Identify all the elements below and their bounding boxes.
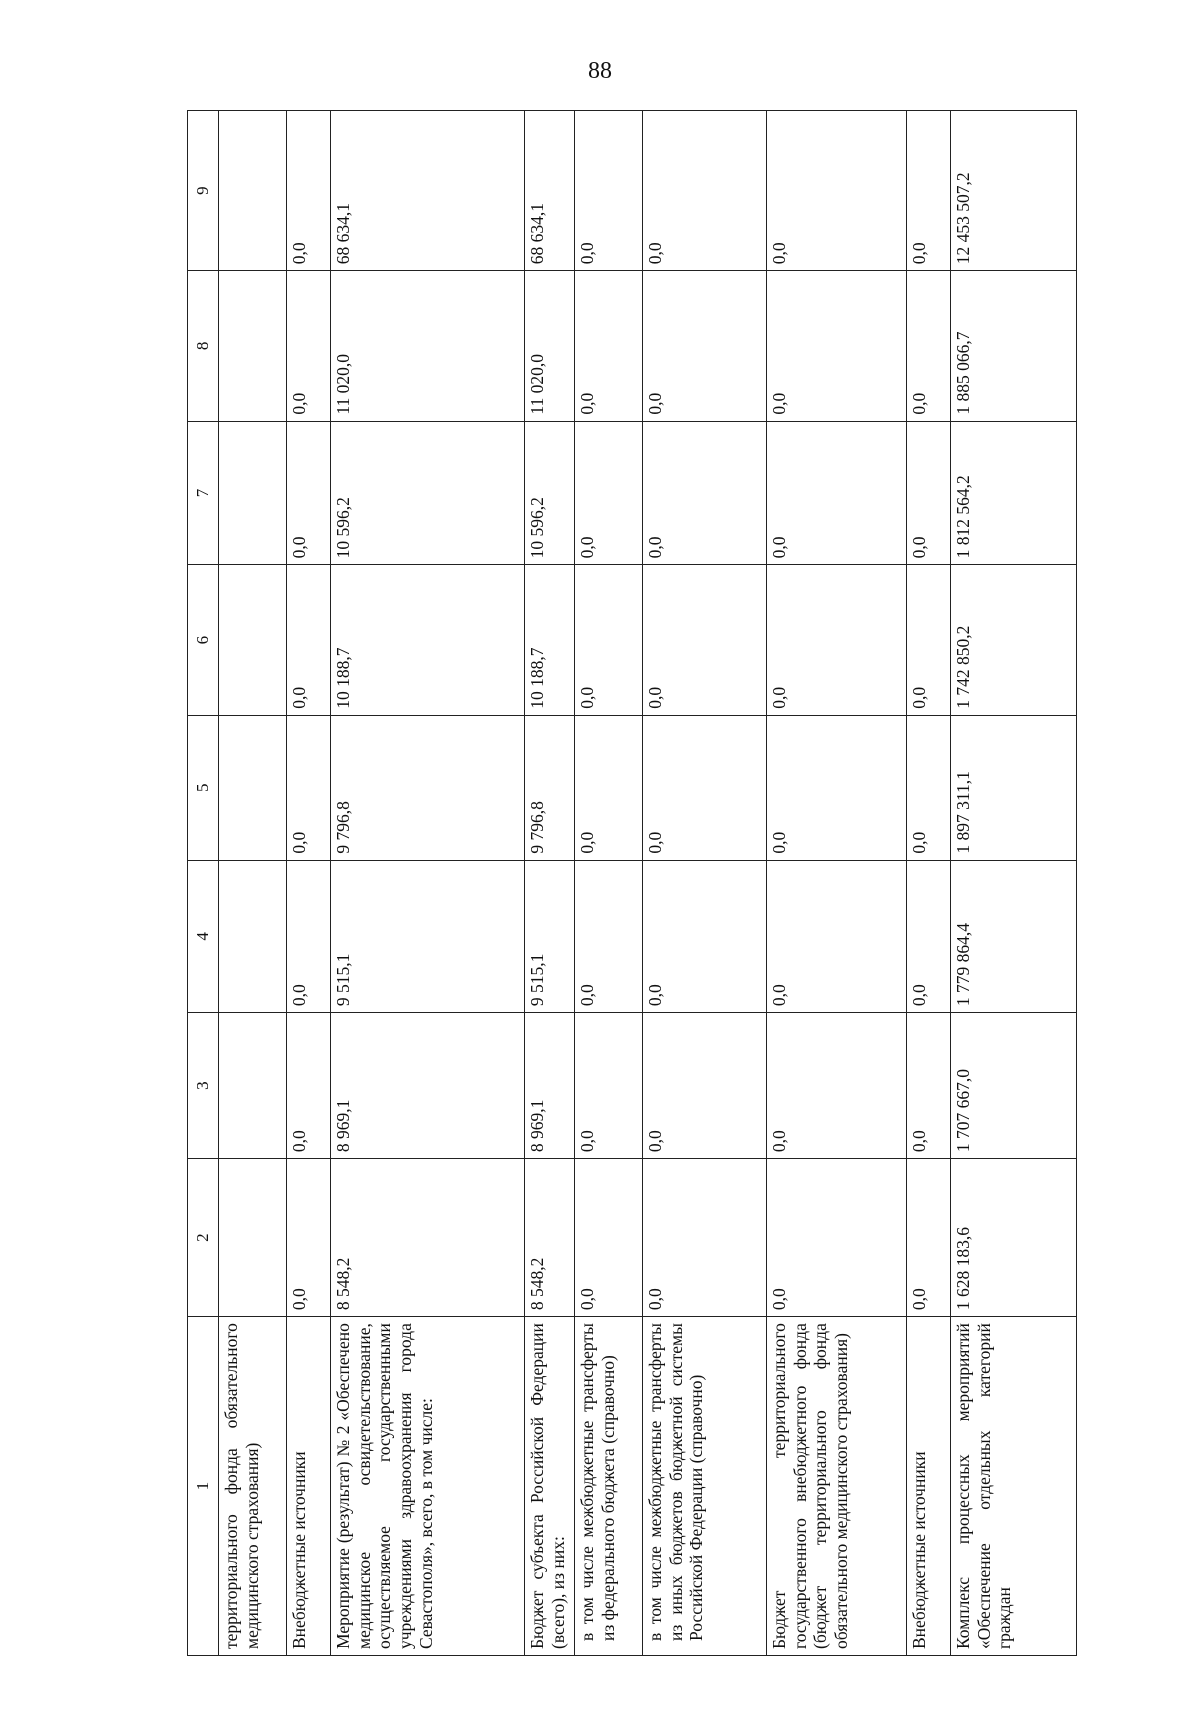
row-value: [219, 111, 287, 271]
row-value: 0,0: [767, 421, 907, 565]
row-value: 0,0: [575, 421, 643, 565]
row-value: 1 897 311,1: [951, 715, 1077, 860]
column-header: 6: [188, 565, 219, 715]
column-header: 1: [188, 1317, 219, 1656]
row-value: 0,0: [767, 565, 907, 715]
column-header: 9: [188, 111, 219, 271]
row-value: 8 548,2: [525, 1159, 575, 1317]
row-label: территориального фонда обязательного медицинского страхования): [219, 1317, 287, 1656]
row-value: 0,0: [643, 1013, 767, 1159]
table-row: [219, 111, 287, 1656]
row-value: 0,0: [767, 715, 907, 860]
row-value: 1 707 667,0: [951, 1013, 1077, 1159]
row-value: 1 779 864,4: [951, 860, 1077, 1013]
row-value: 0,0: [907, 565, 951, 715]
row-value: 0,0: [643, 715, 767, 860]
row-value: 9 796,8: [331, 715, 525, 860]
row-value: 10 188,7: [525, 565, 575, 715]
table-row: [575, 111, 643, 1656]
column-header: 7: [188, 421, 219, 565]
row-label: Бюджет территориального государственного внебюджетного фонда (бюджет территориального фонда обязательного медицинского страхования): [767, 1317, 907, 1656]
table-row: [643, 111, 767, 1656]
row-value: 0,0: [287, 715, 331, 860]
row-value: 0,0: [907, 271, 951, 421]
row-value: 9 515,1: [525, 860, 575, 1013]
row-value: 0,0: [767, 111, 907, 271]
budget-table: [187, 110, 1077, 1656]
row-value: 0,0: [643, 271, 767, 421]
row-value: 0,0: [575, 565, 643, 715]
row-value: 0,0: [575, 715, 643, 860]
column-header: 4: [188, 860, 219, 1013]
row-value: 0,0: [287, 111, 331, 271]
row-value: 11 020,0: [331, 271, 525, 421]
table-row: [767, 111, 907, 1656]
row-value: 0,0: [575, 860, 643, 1013]
row-value: 68 634,1: [525, 111, 575, 271]
row-value: [219, 1013, 287, 1159]
row-value: 0,0: [287, 271, 331, 421]
row-value: 11 020,0: [525, 271, 575, 421]
column-header: 3: [188, 1013, 219, 1159]
row-value: 0,0: [907, 715, 951, 860]
row-value: 10 596,2: [525, 421, 575, 565]
row-label: Бюджет субъекта Российской Федерации (всего), из них:: [525, 1317, 575, 1656]
row-value: 9 796,8: [525, 715, 575, 860]
row-value: 8 969,1: [525, 1013, 575, 1159]
row-value: 1 742 850,2: [951, 565, 1077, 715]
row-value: [219, 860, 287, 1013]
row-value: 1 812 564,2: [951, 421, 1077, 565]
column-header: 5: [188, 715, 219, 860]
row-value: 0,0: [575, 1013, 643, 1159]
row-value: 0,0: [575, 1159, 643, 1317]
row-value: 0,0: [907, 1159, 951, 1317]
row-value: 0,0: [287, 421, 331, 565]
row-value: 8 969,1: [331, 1013, 525, 1159]
row-value: 0,0: [907, 1013, 951, 1159]
row-value: 0,0: [575, 111, 643, 271]
row-value: 0,0: [287, 860, 331, 1013]
row-value: 1 885 066,7: [951, 271, 1077, 421]
row-value: 0,0: [575, 271, 643, 421]
table-row: [907, 111, 951, 1656]
row-value: 12 453 507,2: [951, 111, 1077, 271]
row-value: 0,0: [767, 1159, 907, 1317]
row-value: 0,0: [643, 1159, 767, 1317]
row-value: 0,0: [767, 1013, 907, 1159]
row-value: 0,0: [643, 421, 767, 565]
row-value: [219, 565, 287, 715]
row-value: 0,0: [767, 271, 907, 421]
row-value: 0,0: [643, 565, 767, 715]
row-value: 68 634,1: [331, 111, 525, 271]
column-header: 8: [188, 271, 219, 421]
row-value: 10 596,2: [331, 421, 525, 565]
row-value: 0,0: [643, 111, 767, 271]
row-label: в том числе межбюджетные трансферты из федерального бюджета (справочно): [575, 1317, 643, 1656]
row-value: [219, 271, 287, 421]
row-value: 0,0: [643, 860, 767, 1013]
table-row: [331, 111, 525, 1656]
row-label: Внебюджетные источники: [907, 1317, 951, 1656]
row-label: Мероприятие (результат) № 2 «Обеспечено медицинское освидетельствование, осуществляемое государственными учреждениями здравоохранения города Севастополя», всего, в том числе:: [331, 1317, 525, 1656]
row-value: 10 188,7: [331, 565, 525, 715]
table-row: [287, 111, 331, 1656]
row-label: Внебюджетные источники: [287, 1317, 331, 1656]
row-value: 0,0: [287, 1159, 331, 1317]
row-value: [219, 715, 287, 860]
row-value: 9 515,1: [331, 860, 525, 1013]
row-value: 0,0: [907, 860, 951, 1013]
row-value: 0,0: [907, 111, 951, 271]
row-value: 8 548,2: [331, 1159, 525, 1317]
rotated-table-container: [187, 110, 1077, 1656]
page-number: 88: [588, 58, 612, 84]
row-value: [219, 421, 287, 565]
table-row: [525, 111, 575, 1656]
row-value: 0,0: [907, 421, 951, 565]
table-row: [951, 111, 1077, 1656]
column-header: 2: [188, 1159, 219, 1317]
table-header-row: [188, 111, 219, 1656]
row-value: 0,0: [287, 1013, 331, 1159]
row-label: Комплекс процессных мероприятий «Обеспечение отдельных категорий граждан: [951, 1317, 1077, 1656]
row-value: [219, 1159, 287, 1317]
row-value: 1 628 183,6: [951, 1159, 1077, 1317]
row-label: в том числе межбюджетные трансферты из иных бюджетов бюджетной системы Российской Федерации (справочно): [643, 1317, 767, 1656]
row-value: 0,0: [767, 860, 907, 1013]
row-value: 0,0: [287, 565, 331, 715]
